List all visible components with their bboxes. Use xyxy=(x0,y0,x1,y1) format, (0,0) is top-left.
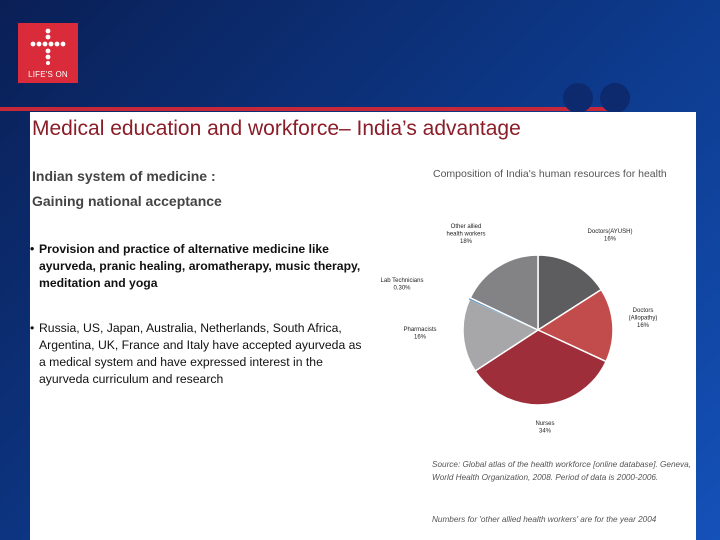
dot-cross-icon xyxy=(29,27,67,65)
section-subheading: Gaining national acceptance xyxy=(32,193,222,209)
slice-label: Pharmacists 16% xyxy=(403,327,437,341)
slide-title: Medical education and workforce– India’s advantage xyxy=(32,117,521,140)
source-note: Numbers for 'other allied health workers' are for the year 2004 xyxy=(432,515,657,524)
bullet-text: Russia, US, Japan, Australia, Netherlands, South Africa, Argentina, UK, France and Italy have accepted ayurveda as a medical system and have expressed interest in the ayurveda curriculum and research xyxy=(39,321,362,386)
slice-label: Doctors (Allopathy) 16% xyxy=(628,308,658,329)
header-divider xyxy=(0,107,608,111)
slice-label: Other allied health workers 18% xyxy=(446,224,486,245)
slice-label: Doctors(AYUSH) 16% xyxy=(587,229,633,243)
slide-content xyxy=(30,112,696,540)
logo-text: LIFE'S ON xyxy=(28,70,68,79)
pie-chart xyxy=(30,112,696,442)
brand-logo xyxy=(18,23,78,83)
section-heading: Indian system of medicine : xyxy=(32,168,216,184)
chart-title: Composition of India's human resources for health xyxy=(433,168,667,180)
bullet-icon: • xyxy=(30,321,35,335)
bullet-icon: • xyxy=(30,242,35,256)
bullet-text: Provision and practice of alternative medicine like ayurveda, pranic healing, aromatherapy, music therapy, meditation and yoga xyxy=(39,242,361,290)
source-citation: Source: Global atlas of the health workforce [online database]. Geneva, World Health Organization, 2008. Period of data is 2000-2006. xyxy=(432,460,691,482)
slice-label: Nurses 34% xyxy=(535,421,555,435)
slice-label: Lab Technicians 0.30% xyxy=(380,278,424,292)
